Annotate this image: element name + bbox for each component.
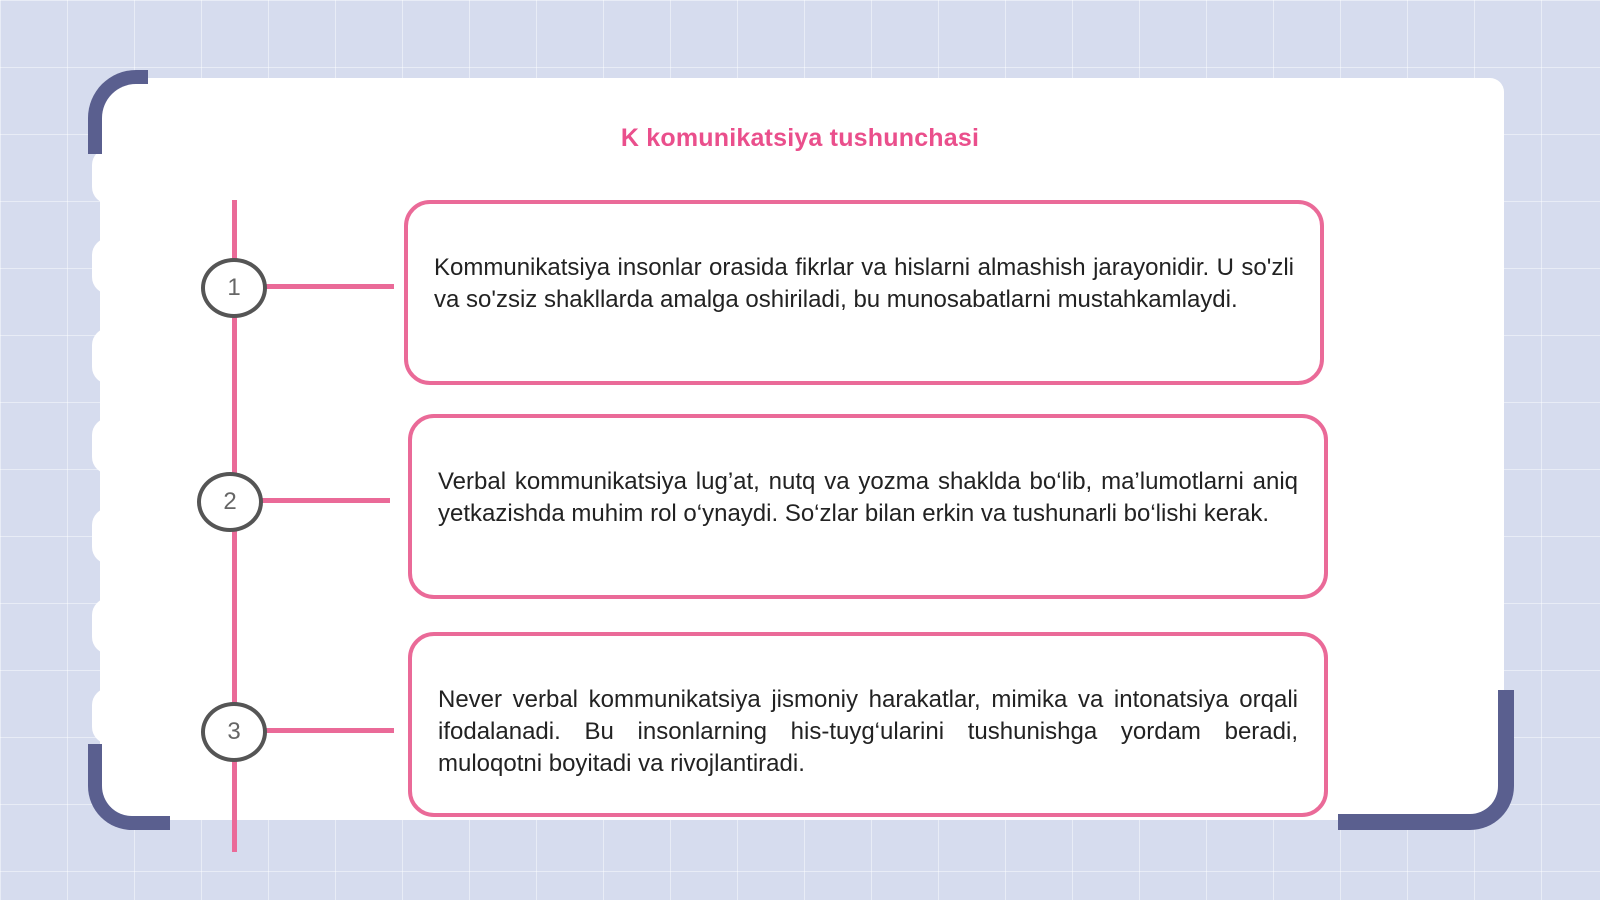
- step-number-circle: 3: [201, 702, 267, 762]
- timeline-connector: [262, 498, 390, 503]
- step-text-box: [408, 632, 1328, 817]
- card-edge-scallop: [92, 148, 126, 204]
- slide-title: K komunikatsiya tushunchasi: [620, 124, 980, 152]
- card-edge-scallop: [92, 598, 126, 654]
- frame-bracket-bottom-right: [1338, 690, 1514, 830]
- step-text-box: [408, 414, 1328, 599]
- step-number-circle: 2: [197, 472, 263, 532]
- card-edge-scallop: [92, 688, 126, 744]
- timeline-connector: [266, 728, 394, 733]
- step-text: Kommunikatsiya insonlar orasida fikrlar va hislarni almashish jarayonidir. U so'zli va so'zsiz shakllarda amalga oshiriladi, bu munosabatlarni mustahkamlaydi.: [434, 254, 1294, 313]
- step-text: Never verbal kommunikatsiya jismoniy harakatlar, mimika va intonatsiya orqali ifodalanadi. Bu insonlarning his-tuyg‘ularini tushunishga yordam beradi, muloqotni boyitadi va rivojlantiradi.: [438, 686, 1298, 777]
- card-edge-scallop: [92, 418, 126, 474]
- card-edge-scallop: [92, 328, 126, 384]
- step-number-circle: 1: [201, 258, 267, 318]
- card-edge-scallop: [92, 508, 126, 564]
- step-text: Verbal kommunikatsiya lug’at, nutq va yozma shaklda bo‘lib, ma’lumotlarni aniq yetkazishda muhim rol o‘ynaydi. So‘zlar bilan erkin va tushunarli bo‘lishi kerak.: [438, 468, 1298, 527]
- timeline-connector: [266, 284, 394, 289]
- frame-bracket-bottom-left: [88, 744, 170, 830]
- step-text-box: [404, 200, 1324, 385]
- card-edge-scallop: [92, 238, 126, 294]
